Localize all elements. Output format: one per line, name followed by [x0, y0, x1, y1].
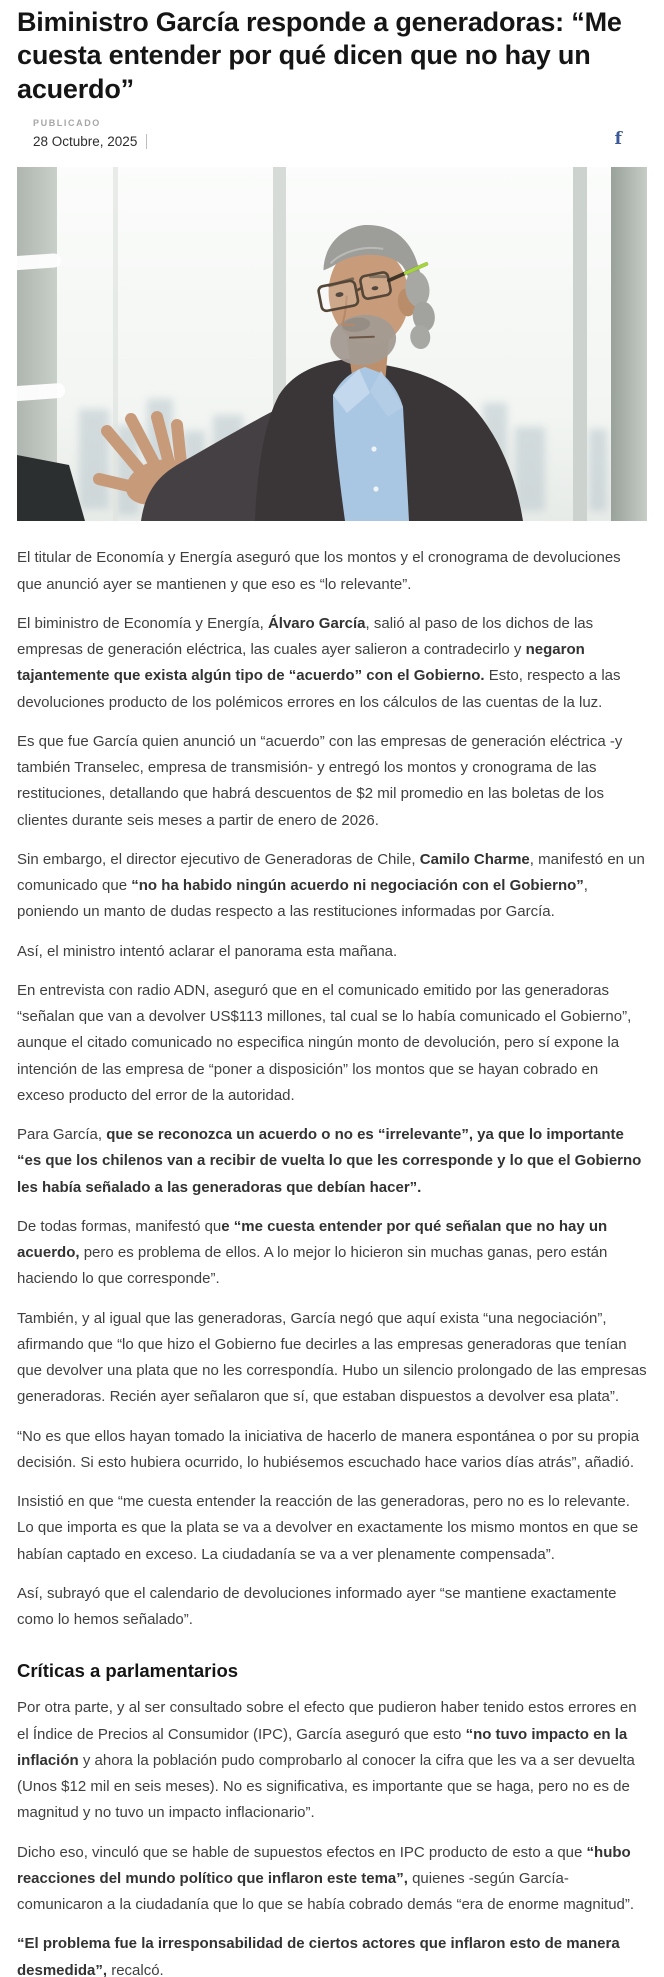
article-paragraph: Por otra parte, y al ser consultado sobre el efecto que pudieron haber tenido estos errores en el Índice de Precios al Consumidor (IPC), García aseguró que esto “no tuvo impacto en la inflación y ahora la población pudo comprobarlo al conocer la cifra que les va a ser devuelta (Unos $12 mil en seis meses). No es significativa, es importante que se haga, pero no es de magnitud y no tuvo un impacto inflacionario”. — [17, 1699, 637, 1822]
article-paragraph: El titular de Economía y Energía aseguró que los montos y el cronograma de devoluciones que anunció ayer se mantienen y que eso es “lo relevante”. — [17, 549, 621, 593]
article-paragraph: Así, subrayó que el calendario de devoluciones informado ayer “se mantiene exactamente como lo hemos señalado”. — [17, 1584, 617, 1629]
publish-info — [33, 118, 147, 149]
photo-illustration — [17, 167, 647, 521]
article-paragraph: Sin embargo, el director ejecutivo de Generadoras de Chile, Camilo Charme, manifestó en un comunicado que “no ha habido ningún acuerdo ni negociación con el Gobierno”, poniendo un manto de dudas respecto a las restituciones informadas por García. — [17, 850, 645, 921]
share-bar — [615, 131, 622, 149]
article-paragraph: “No es que ellos hayan tomado la iniciativa de hacerlo de manera espontánea o por su propia decisión. Si esto hubiera ocurrido, lo hubiésemos escuchado hace varios días atrás”, añadió. — [17, 1427, 640, 1471]
article-paragraph: De todas formas, manifestó que “me cuesta entender por qué señalan que no hay un acuerdo, pero es problema de ellos. A lo mejor lo hicieron sin muchas ganas, pero están haciendo lo que corresponde”. — [17, 1217, 608, 1288]
article-paragraph: En entrevista con radio ADN, aseguró que en el comunicado emitido por las generadoras “señalan que van a devolver US$113 millones, tal cual se lo había comunicado el Gobierno”, aunque el citado comunicado no especifica ningún monto de devolución, pero sí expone la intención de las empresa de “poner a disposición” los montos que se hayan cobrado en exceso producto del error de la autoridad. — [17, 981, 632, 1104]
article-paragraph: Así, el ministro intentó aclarar el panorama esta mañana. — [17, 942, 398, 960]
article-body — [17, 545, 647, 1977]
page-title: Biministro García responde a generadoras: “Me cuesta entender por qué dicen que no hay un acuerdo” — [17, 7, 622, 104]
article-paragraph: Para García, que se reconozca un acuerdo o no es “irrelevante”, ya que lo importante “es que los chilenos van a recibir de vuelta lo que les corresponde y lo que el Gobierno les había señalado a las generadoras que debían hacer”. — [17, 1126, 642, 1196]
article-paragraph: Insistió en que “me cuesta entender la reacción de las generadoras, pero no es lo relevante. Lo que importa es que la plata se va a devolver en exactamente los mismo montos en que se habían captado en exceso. La ciudadanía se va a ver plenamente compensada”. — [17, 1493, 639, 1563]
article-paragraph: Dicho eso, vinculó que se hable de supuestos efectos en IPC producto de esto a que “hubo reacciones del mundo político que inflaron este tema”, quienes -según García- comunicaron a la ciudadanía que lo que se había cobrado demás “era de enorme magnitud”. — [17, 1843, 635, 1914]
published-label: PUBLICADO — [33, 118, 101, 129]
article-meta — [17, 118, 647, 149]
facebook-share-icon[interactable]: f — [614, 129, 622, 150]
article-paragraph: Es que fue García quien anunció un “acuerdo” con las empresas de generación eléctrica -y también Transelec, empresa de transmisión- y entregó los montos y cronograma de las restituciones, detallando que habrá descuentos de $2 mil promedio en las boletas de los clientes durante seis meses a partir de enero de 2026. — [17, 732, 623, 829]
publish-date: 28 Octubre, 2025 — [33, 134, 138, 150]
publish-date-line — [33, 134, 147, 149]
article-paragraph: También, y al igual que las generadoras, García negó que aquí exista “una negociación”, afirmando que “lo que hizo el Gobierno fue decirles a las empresas generadoras que tenían que devolver una plata que no les correspondía. Hubo un silencio prolongado de las empresas generadoras. Recién ayer señalaron que sí, que estaban dispuestos a devolver esa plata”. — [17, 1309, 647, 1406]
date-divider — [146, 134, 147, 149]
section-heading: Críticas a parlamentarios — [17, 1660, 239, 1682]
article-paragraph: “El problema fue la irresponsabilidad de ciertos actores que inflaron esto de manera desmedida”, recalcó. — [17, 1935, 620, 1977]
article-paragraph: El biministro de Economía y Energía, Álvaro García, salió al paso de los dichos de las empresas de generación eléctrica, las cuales ayer salieron a contradecirlo y negaron tajantemente que exista algún tipo de “acuerdo” con el Gobierno. Esto, respecto a las devoluciones producto de los polémicos errores en los cálculos de las cuentas de la luz. — [17, 614, 621, 711]
article-photo — [17, 167, 647, 521]
